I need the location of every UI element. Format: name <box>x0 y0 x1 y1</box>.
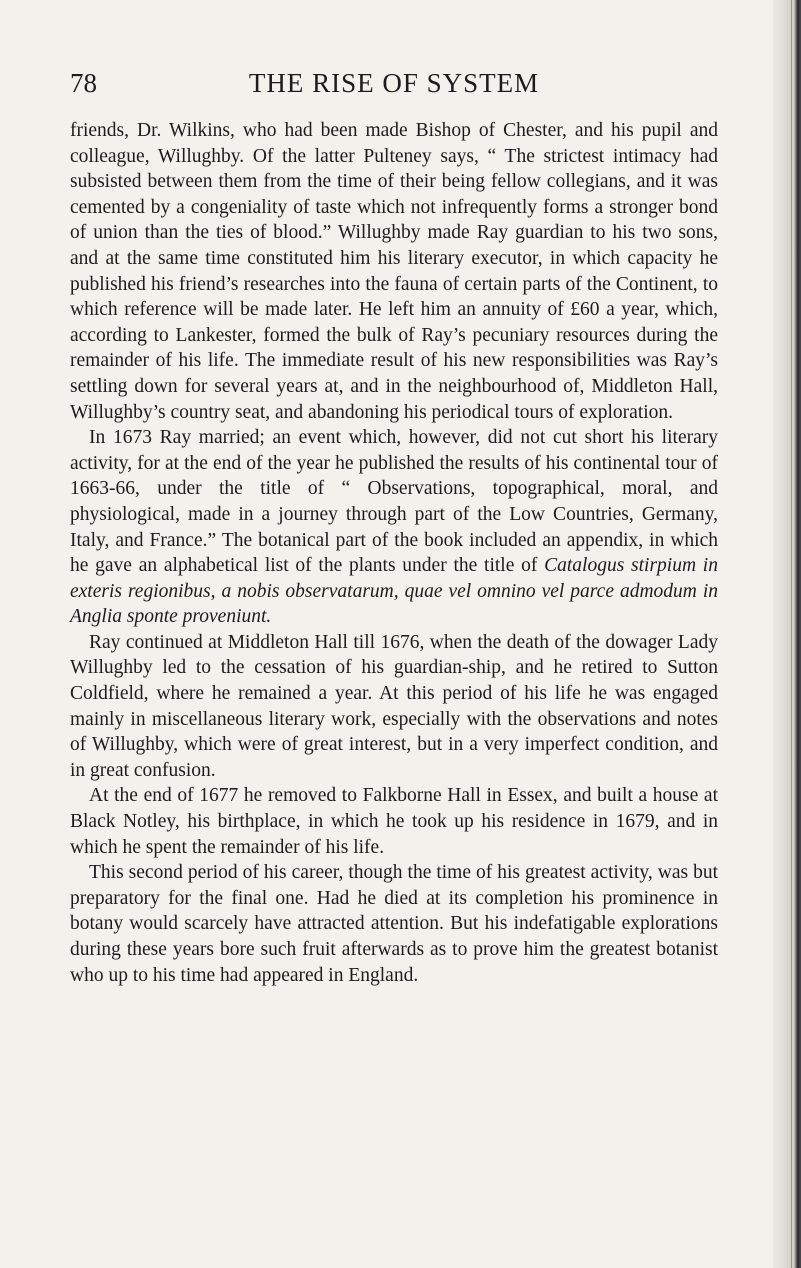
paragraph-2 <box>70 425 718 630</box>
paragraph-2-text: In 1673 Ray married; an event which, however, did not cut short his literary activity, for at the end of the year he published the results of his continental tour of 1663-66, under the title of “ Observations, topographical, moral, and physiological, made in a journey through part of the Low Countries, Germany, Italy, and France.” The botanical part of the book included an appendix, in which he gave an alphabetical list of the plants under the title of <box>70 427 718 577</box>
page-edge-shadow <box>773 0 801 1268</box>
paragraph-3: Ray continued at Middleton Hall till 1676, when the death of the dowager Lady Willughby led to the cessation of his guardian-ship, and he retired to Sutton Coldfield, where he remained a year. At this period of his life he was engaged mainly in miscellaneous literary work, especially with the observations and notes of Willughby, which were of great interest, but in a very imperfect condition, and in great confusion. <box>70 631 718 781</box>
paragraph-1: friends, Dr. Wilkins, who had been made Bishop of Chester, and his pupil and colleague, Willughby. Of the latter Pulteney says, “ The strictest intimacy had subsisted between them from the time of their being fellow collegians, and it was cemented by a congeniality of taste which not infrequently forms a stronger bond of union than the ties of blood.” Willughby made Ray guardian to his two sons, and at the same time constituted him his literary executor, in which capacity he published his friend’s researches into the fauna of certain parts of the Continent, to which reference will be made later. He left him an annuity of £60 a year, which, according to Lankester, formed the bulk of Ray’s pecuniary resources during the remainder of his life. The immediate result of his new responsibilities was Ray’s settling down for several years at, and in the neighbourhood of, Middleton Hall, Willughby’s country seat, and abandoning his periodical tours of exploration. <box>70 120 718 423</box>
paragraph-5: This second period of his career, though the time of his greatest activity, was but preparatory for the final one. Had he died at its completion his prominence in botany would scarcely have attracted attention. But his indefatigable explorations during these years bore such fruit afterwards as to prove him the greatest botanist who up to his time had appeared in England. <box>70 862 718 986</box>
body-text <box>70 118 718 988</box>
paragraph-4: At the end of 1677 he removed to Falkborne Hall in Essex, and built a house at Black Notley, his birthplace, in which he took up his residence in 1679, and in which he spent the remainder of his life. <box>70 785 718 858</box>
page-number: 78 <box>70 68 97 98</box>
running-head: THE RISE OF SYSTEM <box>248 68 540 98</box>
page-header <box>70 68 718 104</box>
paragraph-2-latin-title: Catalogus stirpium in exteris regionibus, a nobis observatarum, quae vel omnino vel parce admodum in Anglia sponte proveniunt. <box>70 555 718 628</box>
page-edge-line <box>791 0 792 1268</box>
